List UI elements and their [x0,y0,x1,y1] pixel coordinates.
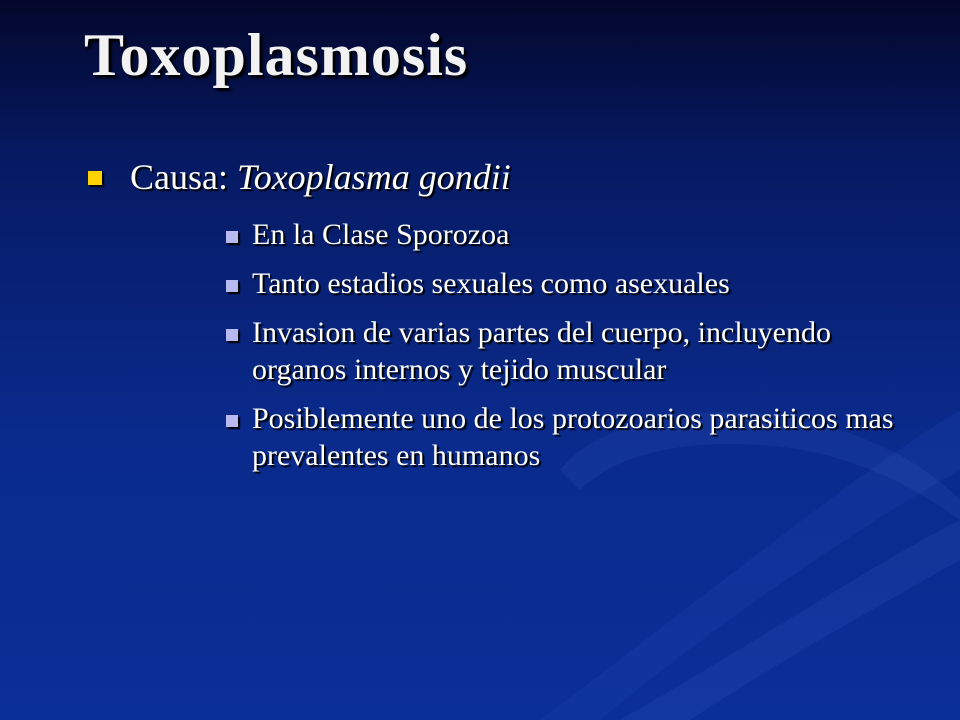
sub-bullet-item [226,265,904,302]
slide-title: Toxoplasmosis [84,22,469,88]
square-bullet-icon [88,171,102,185]
sub-bullet-list [130,216,904,474]
square-bullet-icon [226,329,238,341]
square-bullet-icon [226,280,238,292]
main-bullet-item [84,150,904,474]
sub-bullet-item [226,314,904,388]
square-bullet-icon [226,231,238,243]
square-bullet-icon [226,415,238,427]
sub-bullet-item [226,400,904,474]
sub-point-text: Tanto estadios sexuales como asexuales [252,267,730,300]
main-point-label: Causa: [130,157,237,197]
sub-point-text: Invasion de varias partes del cuerpo, incluyendo organos internos y tejido muscular [252,316,831,386]
bullet-list [84,150,904,486]
sub-point-text: En la Clase Sporozoa [252,218,510,251]
main-point-species: Toxoplasma gondii [236,157,511,197]
sub-bullet-item [226,216,904,253]
sub-point-text: Posiblemente uno de los protozoarios parasiticos mas prevalentes en humanos [252,402,894,472]
